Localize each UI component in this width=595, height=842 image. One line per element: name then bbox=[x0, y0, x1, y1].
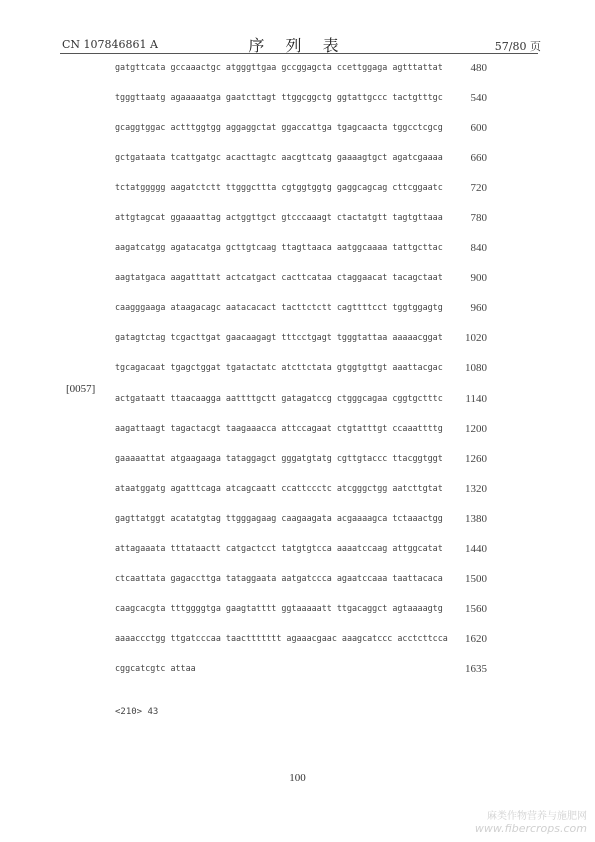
sequence-position: 960 bbox=[470, 302, 487, 315]
sequence-position: 1020 bbox=[465, 332, 487, 345]
sequence-row bbox=[115, 663, 495, 693]
sequence-row bbox=[115, 152, 495, 182]
sequence-row bbox=[115, 573, 495, 603]
sequence-text: gctgataata tcattgatgc acacttagtc aacgttcatg gaaaagtgct agatcgaaaa bbox=[115, 152, 443, 163]
sequence-row bbox=[115, 423, 495, 453]
sequence-position: 720 bbox=[470, 182, 487, 195]
sequence-row bbox=[115, 182, 495, 212]
sequence-row bbox=[115, 633, 495, 663]
sequence-position: 1260 bbox=[465, 452, 487, 465]
sequence-row bbox=[115, 272, 495, 302]
sequence-position: 840 bbox=[470, 242, 487, 255]
sequence-text: ctcaattata gagaccttga tataggaata aatgatccca agaatccaaa taattacaca bbox=[115, 572, 443, 583]
sequence-position: 660 bbox=[470, 152, 487, 165]
sequence-text: gatgttcata gccaaactgc atgggttgaa gccggagcta ccettggaga agtttattat bbox=[115, 62, 443, 72]
sequence-text: caagggaaga ataagacagc aatacacact tacttctctt cagttttcct tggtggagtg bbox=[115, 302, 443, 313]
sequence-position: 1200 bbox=[465, 422, 487, 435]
sequence-row bbox=[115, 483, 495, 513]
sequence-row bbox=[115, 122, 495, 152]
sequence-position: 540 bbox=[470, 92, 487, 105]
sequence-position: 1635 bbox=[465, 662, 487, 675]
sequence-id-tag: <210> 43 bbox=[115, 707, 159, 717]
header-rule bbox=[60, 53, 538, 54]
sequence-text: tctatggggg aagatctctt ttgggcttta cgtggtggtg gaggcagcag cttcggaatc bbox=[115, 182, 443, 193]
sequence-position: 900 bbox=[470, 272, 487, 285]
sequence-text: gaaaaattat atgaagaaga tataggagct gggatgtatg cgttgtaccc ttacggtggt bbox=[115, 452, 443, 463]
sequence-text: cggcatcgtc attaa bbox=[115, 662, 196, 673]
sequence-text: gcaggtggac actttggtgg aggaggctat ggaccattga tgagcaacta tggcctcgcg bbox=[115, 122, 443, 133]
sequence-position: 1560 bbox=[465, 602, 487, 615]
sequence-text: caagcacgta tttggggtga gaagtatttt ggtaaaaatt ttgacaggct agtaaaagtg bbox=[115, 602, 443, 613]
sequence-row bbox=[115, 332, 495, 362]
sequence-text: tgggttaatg agaaaaatga gaatcttagt ttggcggctg ggtattgccc tactgtttgc bbox=[115, 92, 443, 103]
sequence-text: gagttatggt acatatgtag ttgggagaag caagaagata acgaaaagca tctaaactgg bbox=[115, 512, 443, 523]
patent-number: CN 107846861 A bbox=[62, 38, 158, 51]
sequence-position: 1080 bbox=[465, 362, 487, 375]
watermark-name: 麻类作物营养与施肥网 bbox=[487, 811, 587, 822]
paragraph-label: [0057] bbox=[66, 383, 96, 395]
sequence-row bbox=[115, 242, 495, 272]
sequence-row bbox=[115, 62, 495, 92]
sequence-position: 1500 bbox=[465, 572, 487, 585]
page-title: 序 列 表 bbox=[248, 36, 347, 55]
sequence-position: 1620 bbox=[465, 632, 487, 645]
sequence-row bbox=[115, 513, 495, 543]
watermark-url: www.fibercrops.com bbox=[474, 822, 587, 835]
sequence-text: aagattaagt tagactacgt taagaaacca attccagaat ctgtatttgt ccaaattttg bbox=[115, 422, 443, 433]
sequence-text: ataatggatg agatttcaga atcagcaatt ccattccctc atcgggctgg aatcttgtat bbox=[115, 482, 443, 493]
sequence-text: attagaaata tttataactt catgactcct tatgtgtcca aaaatccaag attggcatat bbox=[115, 542, 443, 553]
sequence-position: 480 bbox=[470, 62, 487, 74]
sequence-listing bbox=[115, 62, 495, 693]
sequence-row bbox=[115, 543, 495, 573]
sequence-row bbox=[115, 302, 495, 332]
sequence-text: actgataatt ttaacaagga aattttgctt gatagatccg ctgggcagaa cggtgctttc bbox=[115, 392, 443, 403]
sequence-text: tgcagacaat tgagctggat tgatactatc atcttctata gtggtgttgt aaattacgac bbox=[115, 362, 443, 373]
sequence-text: aaaaccctgg ttgatcccaa taacttttttt agaaacgaac aaagcatccc acctcttcca bbox=[115, 632, 448, 643]
sequence-text: aagtatgaca aagatttatt actcatgact cacttcataa ctaggaacat tacagctaat bbox=[115, 272, 443, 283]
sequence-row bbox=[115, 453, 495, 483]
sequence-row bbox=[115, 393, 495, 423]
sequence-position: 1320 bbox=[465, 482, 487, 495]
sequence-position: 1380 bbox=[465, 512, 487, 525]
sequence-position: 600 bbox=[470, 122, 487, 135]
sequence-position: 780 bbox=[470, 212, 487, 225]
sequence-row bbox=[115, 362, 495, 392]
sequence-row bbox=[115, 212, 495, 242]
page-number: 100 bbox=[289, 772, 306, 784]
sequence-position: 1140 bbox=[465, 392, 487, 405]
sequence-text: aagatcatgg agatacatga gcttgtcaag ttagttaaca aatggcaaaa tattgcttac bbox=[115, 242, 443, 253]
sequence-row bbox=[115, 603, 495, 633]
watermark bbox=[457, 807, 587, 835]
sequence-text: attgtagcat ggaaaattag actggttgct gtcccaaagt ctactatgtt tagtgttaaa bbox=[115, 212, 443, 223]
page-counter: 57/80 页 bbox=[494, 40, 541, 53]
sequence-row bbox=[115, 92, 495, 122]
sequence-position: 1440 bbox=[465, 542, 487, 555]
sequence-text: gatagtctag tcgacttgat gaacaagagt tttcctgagt tgggtattaa aaaaacggat bbox=[115, 332, 443, 343]
